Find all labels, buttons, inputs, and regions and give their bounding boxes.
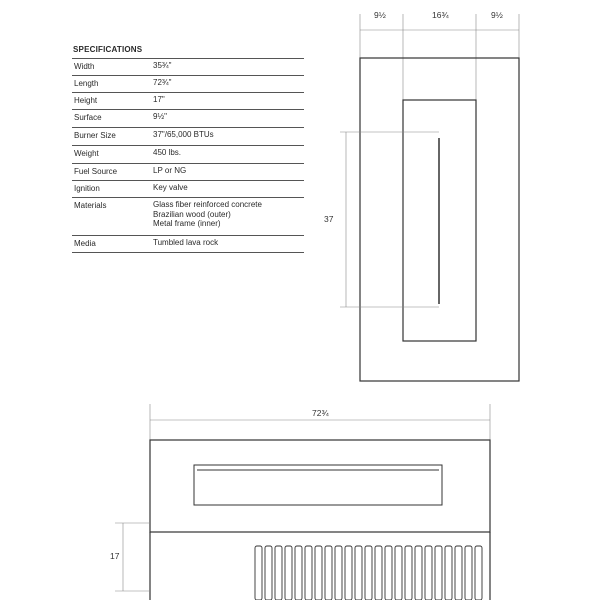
spec-label: Media [74,239,96,248]
wood-slat [355,546,362,600]
wood-slat [465,546,472,600]
wood-slat [475,546,482,600]
wood-slat [365,546,372,600]
spec-value-line: Key valve [153,183,188,192]
side-view [115,404,490,600]
wood-slat [425,546,432,600]
side-body-outline [150,440,490,532]
wood-slat [285,546,292,600]
spec-label: Burner Size [74,131,116,140]
spec-label: Height [74,96,98,105]
dim-burner-length: 37 [324,214,334,224]
spec-label: Fuel Source [74,167,118,176]
spec-value-line: Glass fiber reinforced concrete [153,200,262,209]
dim-height: 17 [110,551,120,561]
wood-slat [275,546,282,600]
wood-slat [415,546,422,600]
wood-slat [295,546,302,600]
wood-slat [335,546,342,600]
spec-label: Ignition [74,184,100,193]
spec-value-line: 72¾" [153,78,172,87]
spec-value-line: 450 lbs. [153,148,182,157]
spec-value-line: 37"/65,000 BTUs [153,130,214,139]
wood-slat [435,546,442,600]
wood-slat [405,546,412,600]
wood-slat [455,546,462,600]
specifications-title: SPECIFICATIONS [73,45,143,54]
wood-slat [375,546,382,600]
spec-value-line: Brazilian wood (outer) [153,209,231,219]
spec-value-line: Tumbled lava rock [153,238,219,247]
spec-label: Surface [74,113,102,122]
wood-slat [445,546,452,600]
spec-value-line: 35¾" [153,61,172,70]
wood-slats [255,546,482,600]
spec-value-line: 9½" [153,112,167,121]
top-view [340,14,519,381]
spec-label: Materials [74,201,107,210]
dim-overall-length: 72¾ [312,408,329,418]
wood-slat [325,546,332,600]
dim-center-width: 16¾ [432,10,449,20]
spec-label: Width [74,62,95,71]
wood-slat [265,546,272,600]
fire-channel [194,465,442,505]
spec-value-line: LP or NG [153,166,187,175]
wood-slat [305,546,312,600]
dim-left-width: 9½ [374,10,386,20]
wood-slat [395,546,402,600]
spec-label: Length [74,79,99,88]
dim-right-width: 9½ [491,10,503,20]
wood-slat [255,546,262,600]
wood-slat [345,546,352,600]
spec-label: Weight [74,149,99,158]
spec-value-line: 17" [153,95,165,104]
wood-slat [315,546,322,600]
wood-slat [385,546,392,600]
spec-value-line: Metal frame (inner) [153,219,221,228]
